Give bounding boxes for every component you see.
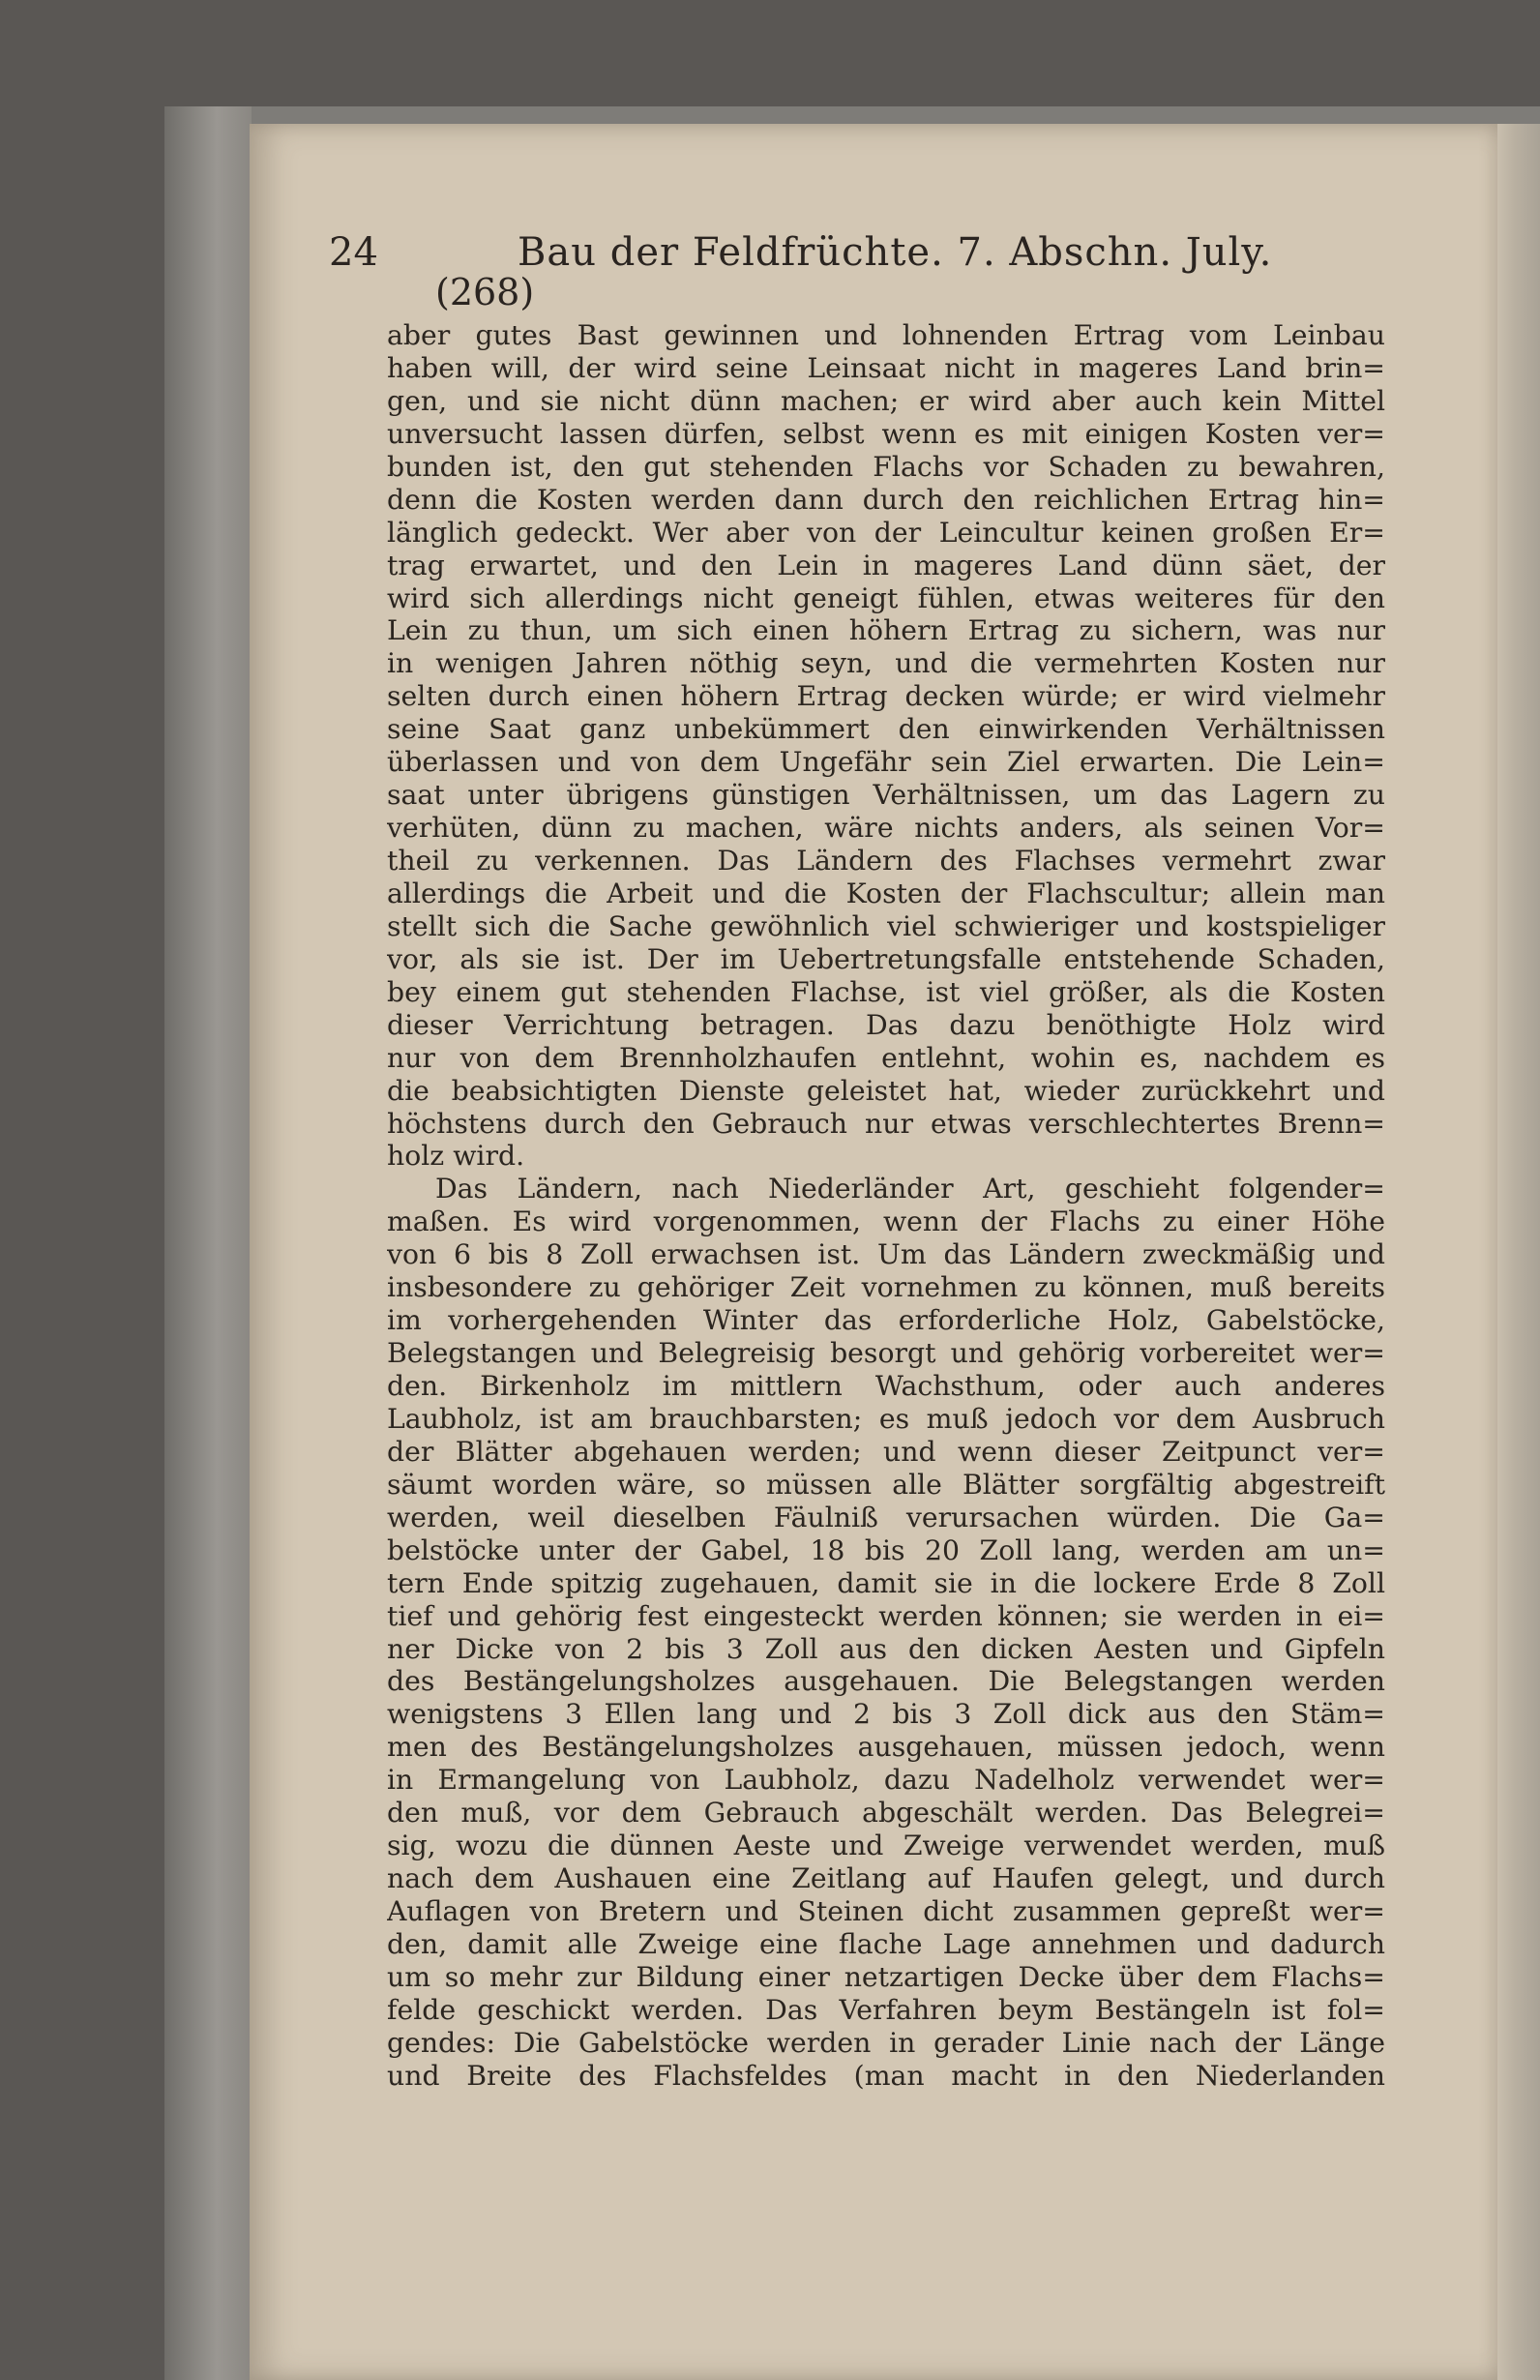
text-line: seine Saat ganz unbekümmert den einwirkenden Verhältnissen: [387, 713, 1385, 746]
text-line: selten durch einen höhern Ertrag decken würde; er wird vielmehr: [387, 680, 1385, 713]
body-text: [387, 319, 1385, 2093]
text-line: Laubholz, ist am brauchbarsten; es muß jedoch vor dem Ausbruch: [387, 1402, 1385, 1435]
text-line: nur von dem Brennholzhaufen entlehnt, wohin es, nachdem es: [387, 1041, 1385, 1074]
text-line: und Breite des Flachsfeldes (man macht in den Niederlanden: [387, 2059, 1385, 2092]
text-line: gen, und sie nicht dünn machen; er wird aber auch kein Mittel: [387, 384, 1385, 417]
text-line: in wenigen Jahren nöthig seyn, und die vermehrten Kosten nur: [387, 647, 1385, 680]
text-line: unversucht lassen dürfen, selbst wenn es mit einigen Kosten ver=: [387, 417, 1385, 450]
text-line: länglich gedeckt. Wer aber von der Leincultur keinen großen Er=: [387, 516, 1385, 549]
page-edge: [1497, 124, 1540, 2380]
text-line: vor, als sie ist. Der im Uebertretungsfalle entstehende Schaden,: [387, 942, 1385, 975]
text-line: den. Birkenholz im mittlern Wachsthum, oder auch anderes: [387, 1370, 1385, 1402]
text-line: Das Ländern, nach Niederländer Art, geschieht folgender=: [435, 1173, 1385, 1205]
text-line: wird sich allerdings nicht geneigt fühlen, etwas weiteres für den: [387, 581, 1385, 614]
text-line: höchstens durch den Gebrauch nur etwas verschlechtertes Brenn=: [387, 1107, 1385, 1140]
text-line: holz wird.: [387, 1140, 525, 1173]
text-line: säumt worden wäre, so müssen alle Blätter sorgfältig abgestreift: [387, 1468, 1385, 1501]
text-line: in Ermangelung von Laubholz, dazu Nadelholz verwendet wer=: [387, 1764, 1385, 1797]
text-line: saat unter übrigens günstigen Verhältnissen, um das Lagern zu: [387, 779, 1385, 812]
text-line: nach dem Aushauen eine Zeitlang auf Haufen gelegt, und durch: [387, 1862, 1385, 1895]
text-line: wenigstens 3 Ellen lang und 2 bis 3 Zoll dick aus den Stäm=: [387, 1698, 1385, 1731]
text-line: Auflagen von Bretern und Steinen dicht zusammen gepreßt wer=: [387, 1895, 1385, 1927]
text-line: tief und gehörig fest eingesteckt werden können; sie werden in ei=: [387, 1599, 1385, 1632]
running-head: Bau der Feldfrüchte. 7. Abschn. July.: [518, 230, 1273, 275]
text-line: maßen. Es wird vorgenommen, wenn der Flachs zu einer Höhe: [387, 1205, 1385, 1238]
text-line: Belegstangen und Belegreisig besorgt und gehörig vorbereitet wer=: [387, 1337, 1385, 1370]
page-number: 24: [329, 230, 378, 275]
text-line: werden, weil dieselben Fäulniß verursachen würden. Die Ga=: [387, 1501, 1385, 1533]
text-line: überlassen und von dem Ungefähr sein Ziel erwarten. Die Lein=: [387, 746, 1385, 779]
text-line: theil zu verkennen. Das Ländern des Flachses vermehrt zwar: [387, 845, 1385, 877]
text-line: denn die Kosten werden dann durch den reichlichen Ertrag hin=: [387, 483, 1385, 516]
text-line: im vorhergehenden Winter das erforderliche Holz, Gabelstöcke,: [387, 1304, 1385, 1337]
book-spine: [164, 106, 252, 2380]
text-line: den, damit alle Zweige eine flache Lage annehmen und dadurch: [387, 1927, 1385, 1960]
text-line: von 6 bis 8 Zoll erwachsen ist. Um das Ländern zweckmäßig und: [387, 1238, 1385, 1271]
text-line: des Bestängelungsholzes ausgehauen. Die Belegstangen werden: [387, 1665, 1385, 1698]
text-line: trag erwartet, und den Lein in mageres Land dünn säet, der: [387, 549, 1385, 581]
text-line: um so mehr zur Bildung einer netzartigen Decke über dem Flachs=: [387, 1960, 1385, 1993]
text-line: den muß, vor dem Gebrauch abgeschält werden. Das Belegrei=: [387, 1797, 1385, 1830]
text-line: belstöcke unter der Gabel, 18 bis 20 Zoll lang, werden am un=: [387, 1533, 1385, 1566]
text-line: die beabsichtigten Dienste geleistet hat, wieder zurückkehrt und: [387, 1074, 1385, 1107]
text-line: dieser Verrichtung betragen. Das dazu benöthigte Holz wird: [387, 1008, 1385, 1041]
text-line: ner Dicke von 2 bis 3 Zoll aus den dicken Aesten und Gipfeln: [387, 1632, 1385, 1665]
text-line: stellt sich die Sache gewöhnlich viel schwieriger und kostspieliger: [387, 909, 1385, 942]
text-line: verhüten, dünn zu machen, wäre nichts anders, als seinen Vor=: [387, 812, 1385, 845]
text-line: allerdings die Arbeit und die Kosten der Flachscultur; allein man: [387, 877, 1385, 909]
text-line: insbesondere zu gehöriger Zeit vornehmen zu können, muß bereits: [387, 1271, 1385, 1304]
text-line: haben will, der wird seine Leinsaat nicht in mageres Land brin=: [387, 351, 1385, 384]
text-line: sig, wozu die dünnen Aeste und Zweige verwendet werden, muß: [387, 1830, 1385, 1862]
signature-mark: (268): [435, 271, 535, 313]
text-line: gendes: Die Gabelstöcke werden in gerader Linie nach der Länge: [387, 2026, 1385, 2059]
text-line: tern Ende spitzig zugehauen, damit sie in die lockere Erde 8 Zoll: [387, 1566, 1385, 1599]
text-line: bey einem gut stehenden Flachse, ist viel größer, als die Kosten: [387, 975, 1385, 1008]
text-line: aber gutes Bast gewinnen und lohnenden Ertrag vom Leinbau: [387, 319, 1385, 351]
text-line: men des Bestängelungsholzes ausgehauen, müssen jedoch, wenn: [387, 1731, 1385, 1764]
text-line: Lein zu thun, um sich einen höhern Ertrag zu sichern, was nur: [387, 614, 1385, 647]
text-line: der Blätter abgehauen werden; und wenn dieser Zeitpunct ver=: [387, 1435, 1385, 1468]
text-line: felde geschickt werden. Das Verfahren beym Bestängeln ist fol=: [387, 1993, 1385, 2026]
text-line: bunden ist, den gut stehenden Flachs vor Schaden zu bewahren,: [387, 450, 1385, 483]
